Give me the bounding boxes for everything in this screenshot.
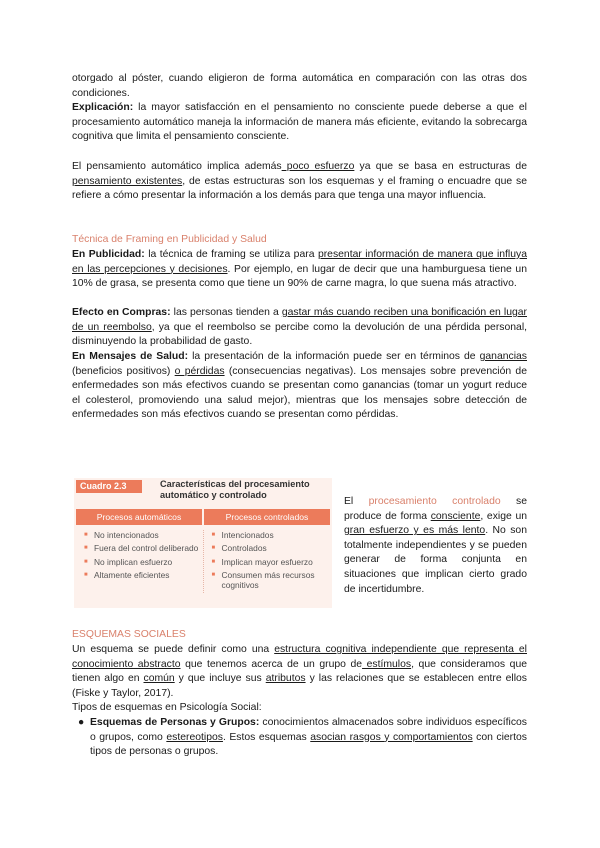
highlighted-text: procesamiento controlado [368,496,501,507]
text: conocimientos almacenados sobre individuos específicos o grupos, como [90,717,528,743]
figure-title: Características del procesamiento automático y controlado [160,479,310,500]
bullet-personas-grupos [78,716,528,760]
column-automaticos: Procesos automáticos [76,509,202,525]
text: El [344,496,369,507]
text: (consecuencias negativas). Los mensajes sobre prevención de enfermedades son más efectivos cuando se presentan como ganancias (tomar un yogurt reduce el colesterol, promoviendo una salud mejor), mientras que los mensajes sobre detección de enfermedades son más efectivos cuando se presentan como pérdidas. [72,365,527,421]
text: y que incluye sus [174,673,266,685]
text: que tenemos acerca de un grupo de [180,658,363,670]
underlined-text: atributos [265,673,306,685]
underlined-text: gran esfuerzo y es más lento [344,525,486,537]
list-automaticos [76,530,203,593]
text: Un esquema se puede definir como una [72,644,275,655]
text: El pensamiento automático implica además [72,161,282,172]
underlined-text: estereotipos [166,731,223,743]
text: otorgado al póster, cuando eligieron de forma automática en comparación con las otras dos condiciones. [72,73,527,99]
column-controlados: Procesos controlados [202,509,330,525]
bullet-label: Esquemas de Personas y Grupos: [90,717,260,728]
text: . Estos esquemas [222,731,311,743]
text: . Por ejemplo, en lugar de decir que una hamburguesa tiene un 10% de grasa, se presenta como que tiene un 90% de carne magra, lo que suena más atractivo. [72,263,527,290]
explicacion-label: Explicación: [72,102,134,113]
underlined-text: asocian rasgos y comportamientos [310,731,473,743]
underlined-text: estímulos [362,658,412,670]
list-item: ■ Altamente eficientes [84,570,203,580]
salud-label: En Mensajes de Salud: [72,351,189,362]
paragraph-publicidad [72,248,527,292]
figure-tag: Cuadro 2.3 [76,480,142,493]
underlined-text: común [143,673,175,685]
text: , que consideramos que tienen algo en [72,658,528,685]
underlined-text: estructura cognitiva independiente que representa el conocimiento abstracto [72,644,527,670]
underlined-text: consciente [430,510,481,522]
paragraph-procesamiento-controlado [344,495,527,597]
text: . No son totalmente independientes y se pueden generar de forma conjunta en situaciones que implican cierto grado de incertidumbre. [344,525,527,595]
paragraph-pensamiento-automatico [72,160,527,204]
bullet-icon: ● [78,717,85,728]
paragraph-poster-continuation [72,72,527,101]
paragraph-compras [72,306,527,350]
text: la presentación de la información puede ser en términos de [188,351,480,362]
text: la técnica de framing se utiliza para [144,249,318,260]
underlined-text: presentar información de manera que influya en las percepciones y decisiones [72,249,527,275]
text: , ya que el reembolso se percibe como la devolución de una pérdida personal, disminuyendo la probabilidad de gasto. [72,321,528,348]
text: , exige un [480,510,528,522]
figure-cuadro [74,478,332,608]
heading-esquemas: ESQUEMAS SOCIALES [72,629,186,640]
underlined-text: ganancias [479,351,527,362]
figure-column-headers [76,509,330,525]
list-item: ■ Controlados [212,543,331,553]
text: y las relaciones que se establecen entre ellos (Fiske y Taylor, 2017). [72,673,527,699]
list-item: ■ Intencionados [212,530,331,540]
paragraph-tipos: Tipos de esquemas en Psicología Social: [72,702,262,713]
list-item: ■ No implican esfuerzo [84,557,203,567]
underlined-text: o pérdidas [174,365,225,377]
list-controlados [203,530,331,593]
paragraph-explicacion [72,101,527,145]
heading-framing: Técnica de Framing en Publicidad y Salud [72,234,267,245]
underlined-text: poco esfuerzo [281,161,355,172]
list-item: ■ Implican mayor esfuerzo [212,557,331,567]
text: con ciertos tipos de personas o grupos. [90,731,528,758]
text: (beneficios positivos) [72,365,175,377]
underlined-text: gastar más cuando reciben una bonificación en lugar de un reembolso [72,307,527,333]
text: se produce de forma [344,496,527,522]
text: , de estas estructuras son los esquemas y el framing o encuadre que se refiere a cómo presentar la información a los demás para que tenga una mayor influencia. [72,175,528,202]
publicidad-label: En Publicidad: [72,249,145,260]
compras-label: Efecto en Compras: [72,307,171,318]
paragraph-esquema-definicion [72,643,527,701]
list-item: ■ Fuera del control deliberado [84,543,203,553]
paragraph-salud [72,350,527,423]
text: la mayor satisfacción en el pensamiento no consciente puede deberse a que el procesamiento automático maneja la información de manera más eficiente, evitando la sobrecarga cognitiva que limita el pensamiento consciente. [72,102,527,143]
underlined-text: pensamiento existentes [72,175,183,187]
list-item: ■ No intencionados [84,530,203,540]
figure-lists [76,530,330,593]
text: ya que se basa en estructuras de [354,161,527,172]
text: las personas tienden a [170,307,282,318]
list-item: ■ Consumen más recursos cognitivos [212,570,331,591]
